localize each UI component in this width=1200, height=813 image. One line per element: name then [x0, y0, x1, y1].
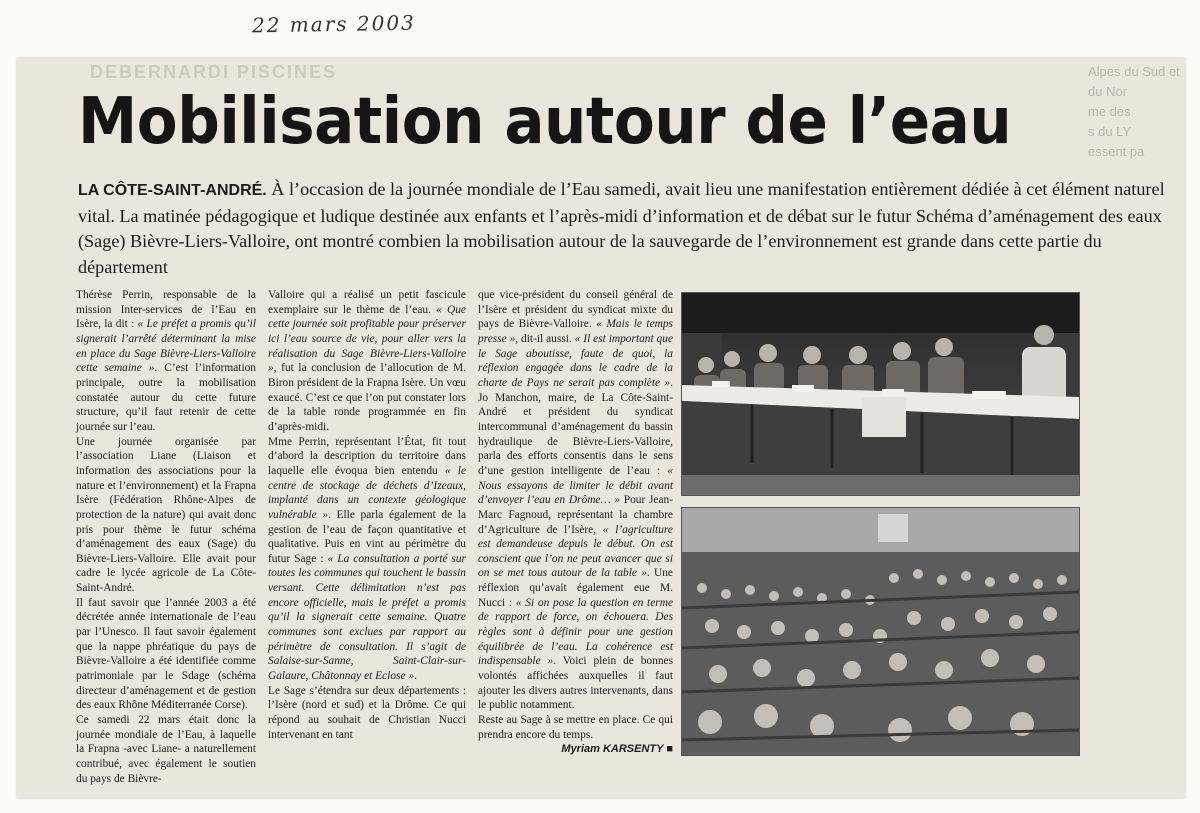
- photo-audience-svg: [682, 508, 1079, 755]
- paragraph: [268, 435, 466, 684]
- lead-text: À l’occasion de la journée mondiale de l’Eau samedi, avait lieu une manifestation entièrement dédiée à cet élément naturel vital. La matinée pédagogique et ludique destinée aux enfants et l’après-midi d’information et de débat sur le futur Schéma d’aménagement des eaux (Sage) Bièvre-Liers-Valloire, ont montré combien la mobilisation autour de la sauvegarde de l’environnement est grande dans cette partie du département: [78, 179, 1165, 277]
- paragraph: [268, 288, 466, 435]
- photo-panel-table: [681, 292, 1080, 496]
- article-column-1: [76, 288, 256, 786]
- article-column-3: [478, 288, 673, 757]
- text: Mme Perrin, représentant l’État, fit tout d’abord la description du territoire dans laquelle elle évoqua bien entendu: [268, 435, 466, 477]
- quote: « Si on pose la question en terme de rapport de force, on échouera. Des règles sont à définir pour une gestion équilibrée de l’eau. La cohérence est indispensable »: [478, 596, 673, 668]
- quote: « Que cette journée soit profitable pour préserver ici l’eau source de vie, pour aller vers la réalisation du Sage Bièvre-Liers-Valloire »: [268, 303, 466, 375]
- text: , dit-il aussi.: [515, 332, 575, 345]
- text: . Une réflexion qu’avait également eue M. Nucci :: [478, 567, 673, 609]
- text: . Elle parla également de la gestion de l’eau de façon quantitative et qualitative. Puis en vint au périmètre du futur Sage :: [268, 508, 467, 565]
- text: Thérèse Perrin, responsable de la mission Inter-services de l’Eau en Isère, la dit :: [76, 289, 256, 331]
- text: que vice-président du conseil général de l’Isère et président du syndicat mixte du pays de Bièvre-Valloire.: [478, 289, 673, 331]
- paragraph: Reste au Sage à se mettre en place. Ce qui prendra encore du temps.: [478, 714, 673, 741]
- paragraph: Le Sage s’étendra sur deux départements : l’Isère (nord et sud) et la Drôme. Ce qui répond au souhait de Christian Nucci intervenant en tant: [268, 684, 466, 741]
- quote: « le centre de stockage de déchets d’Izeaux, implanté dans un contexte géologique vulnérable »: [268, 464, 467, 521]
- paragraph: Une journée organisée par l’association Liane (Liaison et information des associations pour la nature et l’environnement) et la Frapna Isère (Fédération Rhône-Alpes de protection de la nature) qui avait donc pris pour thème le futur schéma d’aménagement des eaux (Sage) du Bièvre-Liers-Valloire. Elle avait pour cadre le lycée agricole de La Côte-Saint-André.: [76, 435, 256, 595]
- quote: « l’agriculture est demandeuse depuis le début. On est conscient que l’on ne peut avancer que si on se met tous autour de la table »: [478, 523, 673, 580]
- text: . Jo Manchon, maire, de La Côte-Saint-André et président du syndicat intercommunal d’aménagement du bassin hydraulique de Bièvre-Liers-Valloire, parla des efforts consentis dans le sens d’une gestion intelligente de l’eau :: [478, 376, 673, 477]
- bleed-line: s du LY: [1088, 124, 1132, 139]
- text: , fut la conclusion de l’allocution de M. Biron président de la Frapna Isère. Un vœu exaucé. C’est ce que l’on put constater lors de la table ronde programmée en fin d’après-midi.: [268, 362, 466, 433]
- paragraph: [76, 288, 256, 435]
- photo-panel-svg: [682, 293, 1079, 495]
- text: .: [414, 670, 417, 683]
- bleed-through-text: DEBERNARDI PISCINES: [90, 62, 338, 80]
- text: . C’est l’information principale, outre la mobilisation constatée autour du cette future structure, qu’il faut retenir de cette journée sur l’eau.: [76, 362, 257, 433]
- lead-place: LA CÔTE-SAINT-ANDRÉ.: [78, 182, 267, 199]
- bleed-line: Alpes du Sud et du Nor: [1088, 64, 1180, 99]
- quote: « Nous essayons de limiter le débit avant d’envoyer l’eau en Drôme… »: [478, 464, 673, 507]
- paragraph: Ce samedi 22 mars était donc la journée mondiale de l’Eau, à laquelle la Frapna -avec Liane- a naturellement contribué, avec également le soutien du pays de Bièvre-: [76, 714, 256, 785]
- text: . Voici plein de bonnes volontés affichées auxquelles il faut ajouter les divers autres intervenants, dans le public notamment.: [478, 655, 673, 712]
- photo-audience: [681, 507, 1080, 756]
- text: Valloire qui a réalisé un petit fascicule exemplaire sur le thème de l’eau.: [268, 289, 466, 316]
- quote: « La consultation a porté sur toutes les communes qui touchent le bassin versant. Cette délimitation n’est pas encore officielle, mais le préfet a promis qu’il la signerait cette semaine. Quatre communes sont exclues par rapport au périmètre de consultation. Il s’agit de Salaise-sur-Sanne, Saint-Clair-sur-Galaure, Châtonnay et Eclose »: [268, 552, 466, 683]
- paragraph: Il faut savoir que l’année 2003 a été décrétée année internationale de l’eau par l’Unesco. Il faut savoir également que la nappe phréatique du pays de Bièvre-Valloire a été identifiée comme patrimoniale par le Sdage (schéma directeur d’aménagement et de gestion des eaux Rhône Méditerranée Corse).: [76, 596, 256, 712]
- handwritten-date: 22 mars 2003: [251, 10, 416, 38]
- bleed-line: me des: [1088, 104, 1131, 119]
- quote: « Mais le temps presse »: [478, 318, 673, 345]
- text: Pour Jean-Marc Fagnoud, représentant la chambre d’Agriculture de l’Isère,: [478, 494, 673, 536]
- quote: « Le préfet a promis qu’il signerait l’arrêté déterminant la mise en place du Sage Bièvre-Liers-Valloire cette semaine »: [76, 318, 257, 375]
- article-headline: Mobilisation autour de l’eau: [78, 85, 1012, 159]
- byline: Myriam KARSENTY ■: [561, 743, 673, 756]
- bleed-line: essent pa: [1088, 144, 1145, 159]
- article-column-2: [268, 288, 466, 742]
- article-lead: [78, 177, 1178, 280]
- paragraph: [478, 288, 673, 713]
- quote: « Il est important que le Sage aboutisse, faute de quoi, la réflexion engagée dans le cadre de la charte de Pays ne serait pas complète »: [478, 332, 674, 389]
